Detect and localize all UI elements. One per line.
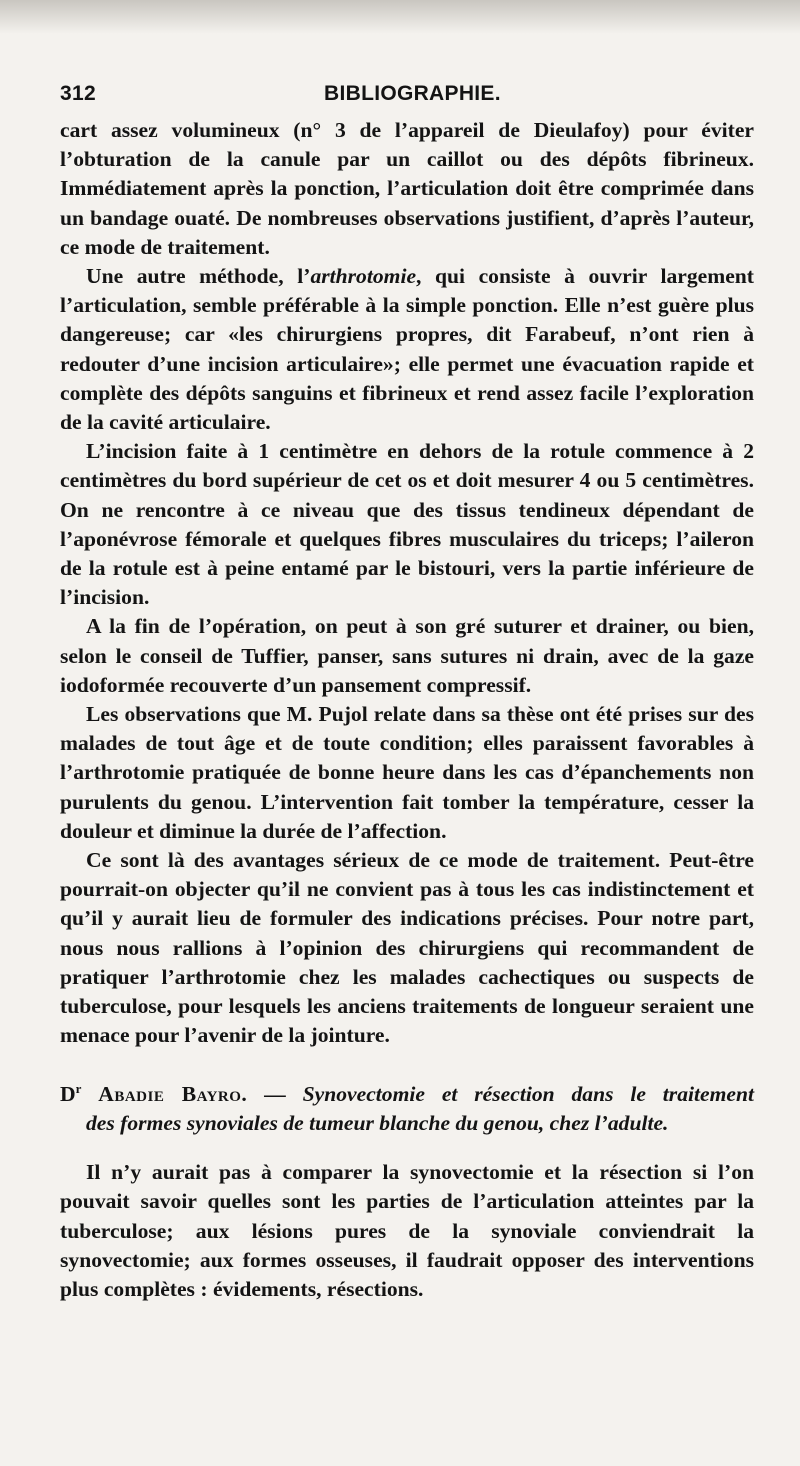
entry-work-title-line-1: Synovectomie et résection dans le traitement [302, 1081, 754, 1106]
page-number: 312 [60, 82, 96, 105]
arthrotomie-term: arthrotomie [310, 264, 417, 289]
entry-dash: — [264, 1081, 286, 1106]
body-text [60, 116, 754, 1304]
entry-author: Abadie Bayro. [98, 1081, 248, 1106]
entry-work-title-line-2: des formes synoviales de tumeur blanche du genou, chez l’adulte. [86, 1110, 669, 1135]
paragraph-4: A la fin de l’opération, on peut à son gré suturer et drainer, ou bien, selon le conseil de Tuffier, panser, sans sutures ni drain, avec de la gaze iodoformée recouverte d’un pansement compressif. [60, 614, 754, 697]
paragraph-2-start: Une autre méthode, l’ [86, 264, 311, 289]
paragraph-6: Ce sont là des avantages sérieux de ce mode de traitement. Peut-être pourrait-on objecter qu’il ne convient pas à tous les cas indistinctement et qu’il y aurait lieu de formuler des indications précises. Pour notre part, nous nous rallions à l’opinion des chirurgiens qui recommandent de pratiquer l’arthrotomie chez les malades cachectiques ou suspects de tuberculose, pour lesquels les anciens traitements de longueur seraient une menace pour l’avenir de la jointure. [60, 848, 754, 1048]
doctor-title: $D^r$ [60, 1080, 82, 1106]
running-head [60, 78, 752, 114]
paragraph-5: Les observations que M. Pujol relate dans sa thèse ont été prises sur des malades de tout âge et de toute condition; elles paraissent favorables à l’arthrotomie pratiquée de bonne heure dans les cas d’épanchements non purulents du genou. L’intervention fait tomber la température, cesser la douleur et diminue la durée de l’affection. [60, 702, 754, 843]
bibliography-entry-heading [60, 1074, 754, 1139]
running-title: BIBLIOGRAPHIE. [324, 82, 501, 105]
paragraph-1: cart assez volumineux (n° 3 de l’appareil de Dieulafoy) pour éviter l’obturation de la canule par un caillot ou des dépôts fibrineux. Immédiatement après la ponction, l’articulation doit être comprimée dans un bandage ouaté. De nombreuses observations justifient, d’après l’auteur, ce mode de traitement. [60, 118, 754, 259]
paragraph-3: L’incision faite à 1 centimètre en dehors de la rotule commence à 2 centimètres du bord supérieur de cet os et doit mesurer 4 ou 5 centimètres. On ne rencontre à ce niveau que des tissus tendineux dépendant de l’aponévrose fémorale et quelques fibres musculaires du triceps; l’aileron de la rotule est à peine entamé par le bistouri, vers la partie inférieure de l’incision. [60, 439, 754, 610]
paragraph-2-rest: , qui consiste à ouvrir largement l’articulation, semble préférable à la simple ponction. Elle n’est guère plus dangereuse; car «les chirurgiens propres, dit Farabeuf, n’ont rien à redouter d’une incision articulaire»; elle permet une évacuation rapide et complète des dépôts sanguins et fibrineux et rend assez facile l’exploration de la cavité articulaire. [60, 264, 754, 435]
entry-review-paragraph: Il n’y aurait pas à comparer la synovectomie et la résection si l’on pouvait savoir quelles sont les parties de l’articulation atteintes par la tuberculose; aux lésions pures de la synoviale conviendrait la synovectomie; aux formes osseuses, il faudrait opposer des interventions plus complètes : évidements, résections. [60, 1160, 754, 1301]
entry-heading-line-1 [60, 1074, 754, 1109]
paragraph-2 [60, 262, 754, 437]
